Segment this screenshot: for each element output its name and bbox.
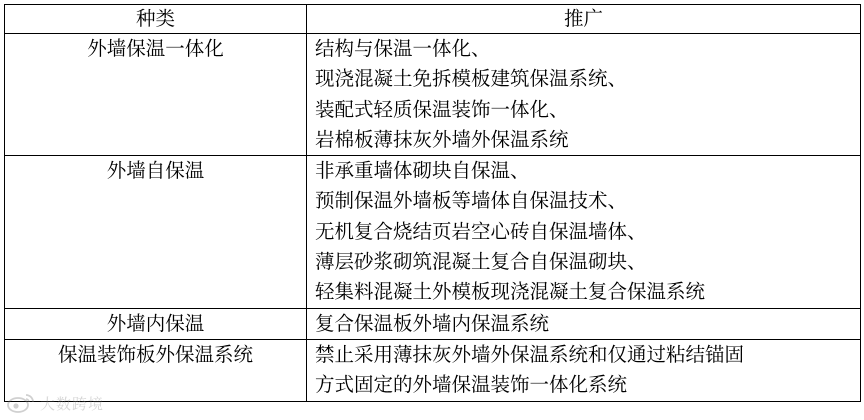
promotion-line: 预制保温外墙板等墙体自保温技术、 xyxy=(315,189,628,213)
kind-cell: 保温装饰板外保温系统 xyxy=(5,339,307,401)
promotion-cell xyxy=(307,34,861,156)
table-row xyxy=(5,308,861,339)
promotion-cell xyxy=(307,308,861,339)
kind-cell: 外墙自保温 xyxy=(5,156,307,308)
table-header-row xyxy=(5,5,861,34)
header-promotion: 推广 xyxy=(307,5,861,34)
insulation-table xyxy=(4,4,861,402)
table-row xyxy=(5,156,861,308)
promotion-line: 薄层砂浆砌筑混凝土复合自保温砌块、 xyxy=(315,250,647,274)
table-row xyxy=(5,339,861,401)
header-kind: 种类 xyxy=(5,5,307,34)
promotion-line: 轻集料混凝土外模板现浇混凝土复合保温系统 xyxy=(315,280,706,304)
promotion-line: 方式固定的外墙保温装饰一体化系统 xyxy=(315,373,628,397)
promotion-line: 复合保温板外墙内保温系统 xyxy=(315,311,550,335)
promotion-line: 装配式轻质保温装饰一体化、 xyxy=(315,97,569,121)
promotion-cell xyxy=(307,156,861,308)
promotion-line: 现浇混凝土免拆模板建筑保温系统、 xyxy=(315,67,628,91)
watermark-text: 大数跨境 xyxy=(40,394,105,413)
weibo-logo-icon xyxy=(6,392,36,414)
kind-cell: 外墙内保温 xyxy=(5,308,307,339)
watermark xyxy=(6,392,104,414)
promotion-line: 无机复合烧结页岩空心砖自保温墙体、 xyxy=(315,219,647,243)
table-row xyxy=(5,34,861,156)
promotion-line: 岩棉板薄抹灰外墙外保温系统 xyxy=(315,127,569,151)
kind-cell: 外墙保温一体化 xyxy=(5,34,307,156)
promotion-line: 非承重墙体砌块自保温、 xyxy=(315,159,530,183)
promotion-cell xyxy=(307,339,861,401)
promotion-line: 结构与保温一体化、 xyxy=(315,37,491,60)
promotion-line: 禁止采用薄抹灰外墙外保温系统和仅通过粘结锚固 xyxy=(315,342,745,366)
